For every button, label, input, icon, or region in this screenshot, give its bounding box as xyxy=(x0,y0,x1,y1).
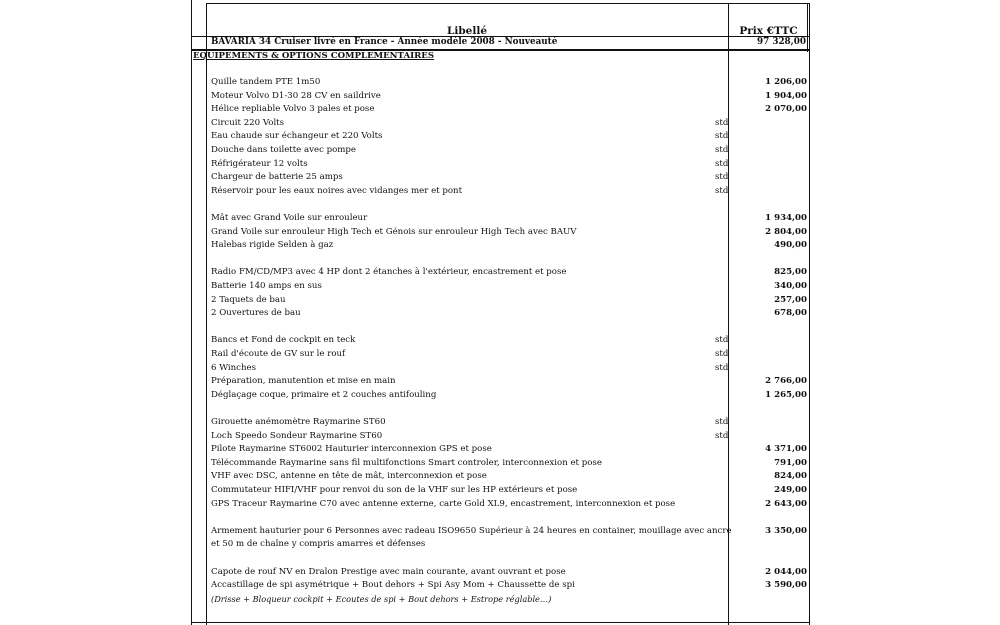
price-sheet xyxy=(191,0,810,625)
table-row xyxy=(191,362,810,376)
table-row xyxy=(191,171,810,185)
item-label: Pilote Raymarine ST6002 Hauturier interconnexion GPS et pose xyxy=(211,444,492,455)
item-price: 2 804,00 xyxy=(765,226,807,237)
table-row xyxy=(191,226,810,240)
item-label: Moteur Volvo D1-30 28 CV en saildrive xyxy=(211,90,381,101)
item-std: std xyxy=(715,185,729,196)
table-row xyxy=(191,430,810,444)
item-label: Girouette anémomètre Raymarine ST60 xyxy=(211,417,386,427)
item-label: Circuit 220 Volts xyxy=(211,117,285,128)
item-label: Radio FM/CD/MP3 avec 4 HP dont 2 étanches à l'extérieur, encastrement et pose xyxy=(211,267,567,278)
item-std: std xyxy=(715,117,729,128)
item-label: Eau chaude sur échangeur et 220 Volts xyxy=(211,131,383,142)
intro-price: 97 328,00 xyxy=(757,37,806,47)
item-label: Armement hauturier pour 6 Personnes avec radeau ISO9650 Supérieur à 24 heures en container, mouillage avec ancre xyxy=(211,525,732,536)
item-label: Douche dans toilette avec pompe xyxy=(211,145,357,155)
section-title: EQUIPEMENTS & OPTIONS COMPLEMENTAIRES xyxy=(193,51,435,61)
item-price: 1 934,00 xyxy=(765,213,807,223)
item-label: Réservoir pour les eaux noires avec vidanges mer et pont xyxy=(211,185,463,196)
item-label: VHF avec DSC, antenne en tête de mât, interconnexion et pose xyxy=(211,471,487,482)
intro-label: BAVARIA 34 Cruiser livré en France - Année modèle 2008 - Nouveauté xyxy=(211,37,558,47)
table-row xyxy=(191,266,810,280)
item-label: GPS Traceur Raymarine C70 avec antenne externe, carte Gold XL9, encastrement, interconnexion et pose xyxy=(211,498,676,509)
table-row xyxy=(191,307,810,321)
item-price: 249,00 xyxy=(774,485,807,495)
table-row xyxy=(191,334,810,348)
item-price: 490,00 xyxy=(774,240,807,251)
item-label: Halebas rigide Selden à gaz xyxy=(211,240,334,251)
item-label: Réfrigérateur 12 volts xyxy=(211,158,308,169)
item-label: 2 Ouvertures de bau xyxy=(211,308,301,319)
item-price: 3 590,00 xyxy=(765,580,807,591)
item-std: std xyxy=(715,430,729,441)
table-row xyxy=(191,294,810,308)
table-row xyxy=(191,443,810,457)
table-row xyxy=(191,144,810,158)
table-row xyxy=(191,185,810,199)
item-label: et 50 m de chaîne y compris amarres et défenses xyxy=(211,539,426,550)
item-std: std xyxy=(715,417,729,427)
table-row xyxy=(191,375,810,389)
item-label: Chargeur de batterie 25 amps xyxy=(211,172,343,183)
item-list xyxy=(191,0,810,625)
item-label: Commutateur HIFI/VHF pour renvoi du son de la VHF sur les HP extérieurs et pose xyxy=(211,485,578,495)
item-std: std xyxy=(715,158,729,169)
table-row xyxy=(191,498,810,512)
table-row xyxy=(191,130,810,144)
item-label: Quille tandem PTE 1m50 xyxy=(211,77,321,87)
item-price: 824,00 xyxy=(774,471,807,482)
table-row xyxy=(191,90,810,104)
table-row xyxy=(191,538,810,552)
item-price: 825,00 xyxy=(774,267,807,278)
item-price: 1 206,00 xyxy=(765,77,807,87)
item-price: 2 766,00 xyxy=(765,376,807,387)
table-row xyxy=(191,117,810,131)
item-label: Mât avec Grand Voile sur enrouleur xyxy=(211,213,368,223)
item-std: std xyxy=(715,349,729,359)
table-row xyxy=(191,525,810,539)
item-price: 1 265,00 xyxy=(765,389,807,400)
item-label: Télécommande Raymarine sans fil multifonctions Smart controler, interconnexion et pose xyxy=(211,457,602,468)
table-row xyxy=(191,239,810,253)
item-price: 678,00 xyxy=(774,308,807,319)
table-row xyxy=(191,103,810,117)
table-row xyxy=(191,484,810,498)
item-label: Déglaçage coque, primaire et 2 couches antifouling xyxy=(211,389,437,400)
table-row xyxy=(191,280,810,294)
table-row xyxy=(191,470,810,484)
table-row xyxy=(191,212,810,226)
item-label: 2 Taquets de bau xyxy=(211,294,286,305)
item-std: std xyxy=(715,362,729,373)
table-row xyxy=(191,389,810,403)
table-row xyxy=(191,566,810,580)
item-label: 6 Winches xyxy=(211,362,257,373)
item-price: 2 070,00 xyxy=(765,104,807,115)
item-price: 340,00 xyxy=(774,281,807,291)
item-label: Capote de rouf NV en Dralon Prestige avec main courante, avant ouvrant et pose xyxy=(211,566,566,577)
item-label: Bancs et Fond de cockpit en teck xyxy=(211,335,356,346)
table-row xyxy=(191,348,810,362)
item-label: Préparation, manutention et mise en main xyxy=(211,376,396,387)
item-price: 2 643,00 xyxy=(765,498,807,509)
item-std: std xyxy=(715,335,729,346)
item-label: (Drisse + Bloqueur cockpit + Ecoutes de spi + Bout dehors + Estrope réglable…) xyxy=(211,593,552,604)
item-label: Grand Voile sur enrouleur High Tech et Génois sur enrouleur High Tech avec BAUV xyxy=(211,226,577,237)
item-label: Rail d'écoute de GV sur le rouf xyxy=(211,349,346,359)
item-price: 2 044,00 xyxy=(765,566,807,577)
item-price: 1 904,00 xyxy=(765,90,807,101)
table-row xyxy=(191,579,810,593)
item-price: 791,00 xyxy=(774,457,807,468)
item-price: 257,00 xyxy=(774,294,807,305)
item-price: 3 350,00 xyxy=(765,525,807,536)
item-std: std xyxy=(715,145,729,155)
item-price: 4 371,00 xyxy=(765,444,807,455)
table-row xyxy=(191,158,810,172)
item-label: Hélice repliable Volvo 3 pales et pose xyxy=(211,104,375,115)
label-column-header: Libellé xyxy=(446,25,488,37)
table-row xyxy=(191,593,810,607)
table-row xyxy=(191,457,810,471)
item-label: Batterie 140 amps en sus xyxy=(211,281,322,291)
price-column-header: Prix €TTC xyxy=(739,25,798,37)
item-std: std xyxy=(715,172,729,183)
item-label: Loch Speedo Sondeur Raymarine ST60 xyxy=(211,430,383,441)
table-row xyxy=(191,76,810,90)
item-std: std xyxy=(715,131,729,142)
item-label: Accastillage de spi asymétrique + Bout dehors + Spi Asy Mom + Chaussette de spi xyxy=(211,580,575,591)
table-row xyxy=(191,416,810,430)
